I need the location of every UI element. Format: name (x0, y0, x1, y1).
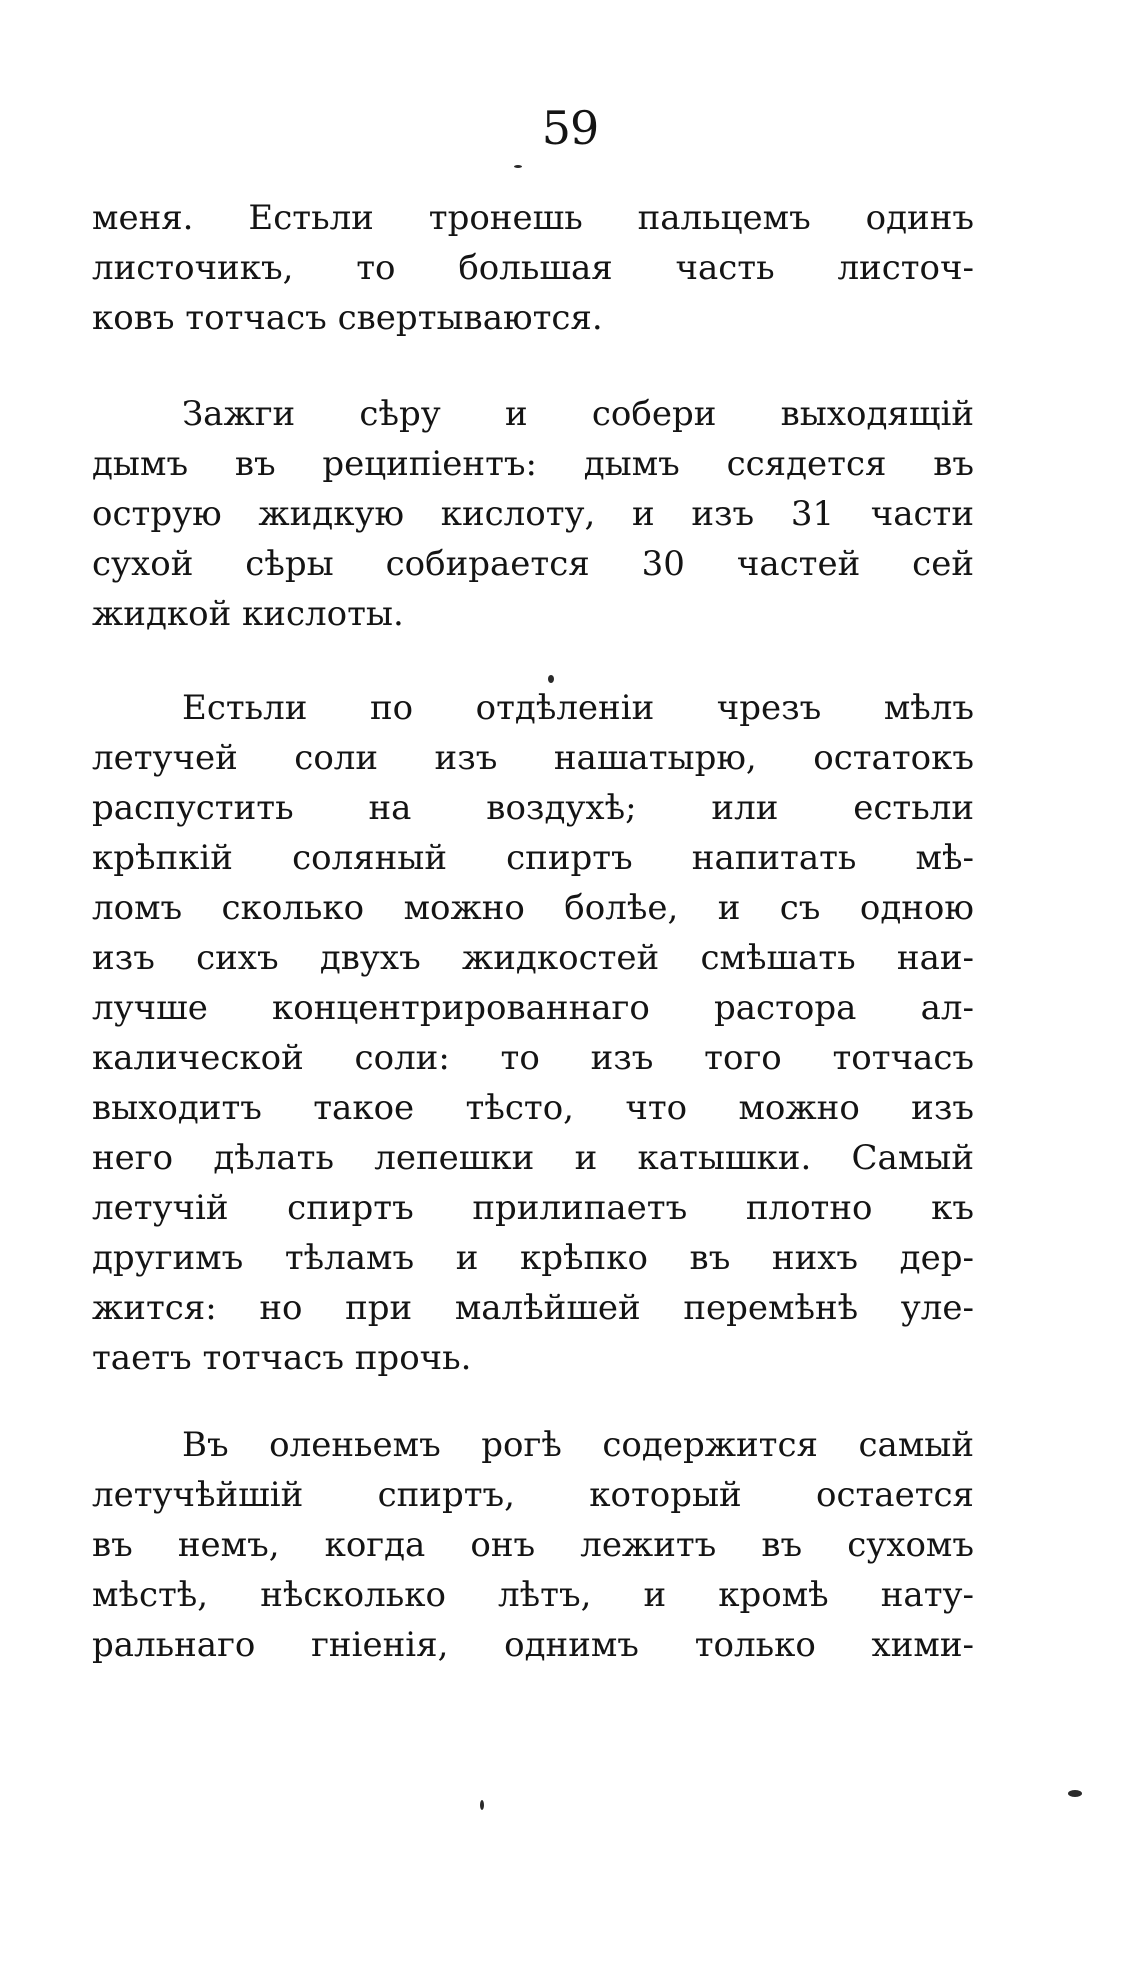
paragraph-4 (92, 1420, 974, 1670)
text-line: жится: но при малѣйшей перемѣнѣ уле- (92, 1288, 974, 1328)
text-line: сухой сѣры собирается 30 частей сей (92, 544, 974, 584)
scan-speck (514, 165, 522, 168)
paragraph-2 (92, 389, 974, 639)
text-line: распустить на воздухѣ; или естьли (92, 788, 974, 828)
scan-speck (548, 675, 554, 683)
text-line: него дѣлать лепешки и катышки. Самый (92, 1138, 974, 1178)
text-line: въ немъ, когда онъ лежитъ въ сухомъ (92, 1525, 974, 1565)
scan-speck (480, 1800, 484, 1810)
text-line: Естьли по отдѣленiи чрезъ мѣлъ (182, 688, 974, 728)
text-line: выходитъ такое тѣсто, что можно изъ (92, 1088, 974, 1128)
scan-speck (1068, 1790, 1082, 1797)
text-line: летучiй спиртъ прилипаетъ плотно къ (92, 1188, 974, 1228)
text-line: Зажги сѣру и собери выходящiй (182, 394, 974, 434)
text-line: летучей соли изъ нашатырю, остатокъ (92, 738, 974, 778)
text-line: ломъ сколько можно болѣе, и съ одною (92, 888, 974, 928)
text-line: меня. Естьли тронешь пальцемъ одинъ (92, 198, 974, 238)
text-line: лучше концентрированнаго растора ал- (92, 988, 974, 1028)
text-line: дымъ въ реципiентъ: дымъ ссядется въ (92, 444, 974, 484)
text-line: таетъ тотчасъ прочь. (92, 1338, 472, 1378)
text-line: листочикъ, то большая часть листоч- (92, 248, 974, 288)
text-line: острую жидкую кислоту, и изъ 31 части (92, 494, 974, 534)
text-line: крѣпкiй соляный спиртъ напитать мѣ- (92, 838, 974, 878)
paragraph-3 (92, 683, 974, 1383)
text-line: изъ сихъ двухъ жидкостей смѣшать наи- (92, 938, 974, 978)
text-line: калической соли: то изъ того тотчасъ (92, 1038, 974, 1078)
paragraph-1 (92, 193, 974, 343)
page-number: 59 (541, 101, 599, 155)
text-line: жидкой кислоты. (92, 594, 404, 634)
text-line: ральнаго гнiенiя, однимъ только хими- (92, 1625, 974, 1665)
text-line: ковъ тотчасъ свертываются. (92, 298, 603, 338)
text-line: другимъ тѣламъ и крѣпко въ нихъ дер- (92, 1238, 974, 1278)
text-line: мѣстѣ, нѣсколько лѣтъ, и кромѣ нату- (92, 1575, 974, 1615)
text-line: летучѣйшiй спиртъ, который остается (92, 1475, 974, 1515)
text-line: Въ оленьемъ рогѣ содержится самый (182, 1425, 974, 1465)
